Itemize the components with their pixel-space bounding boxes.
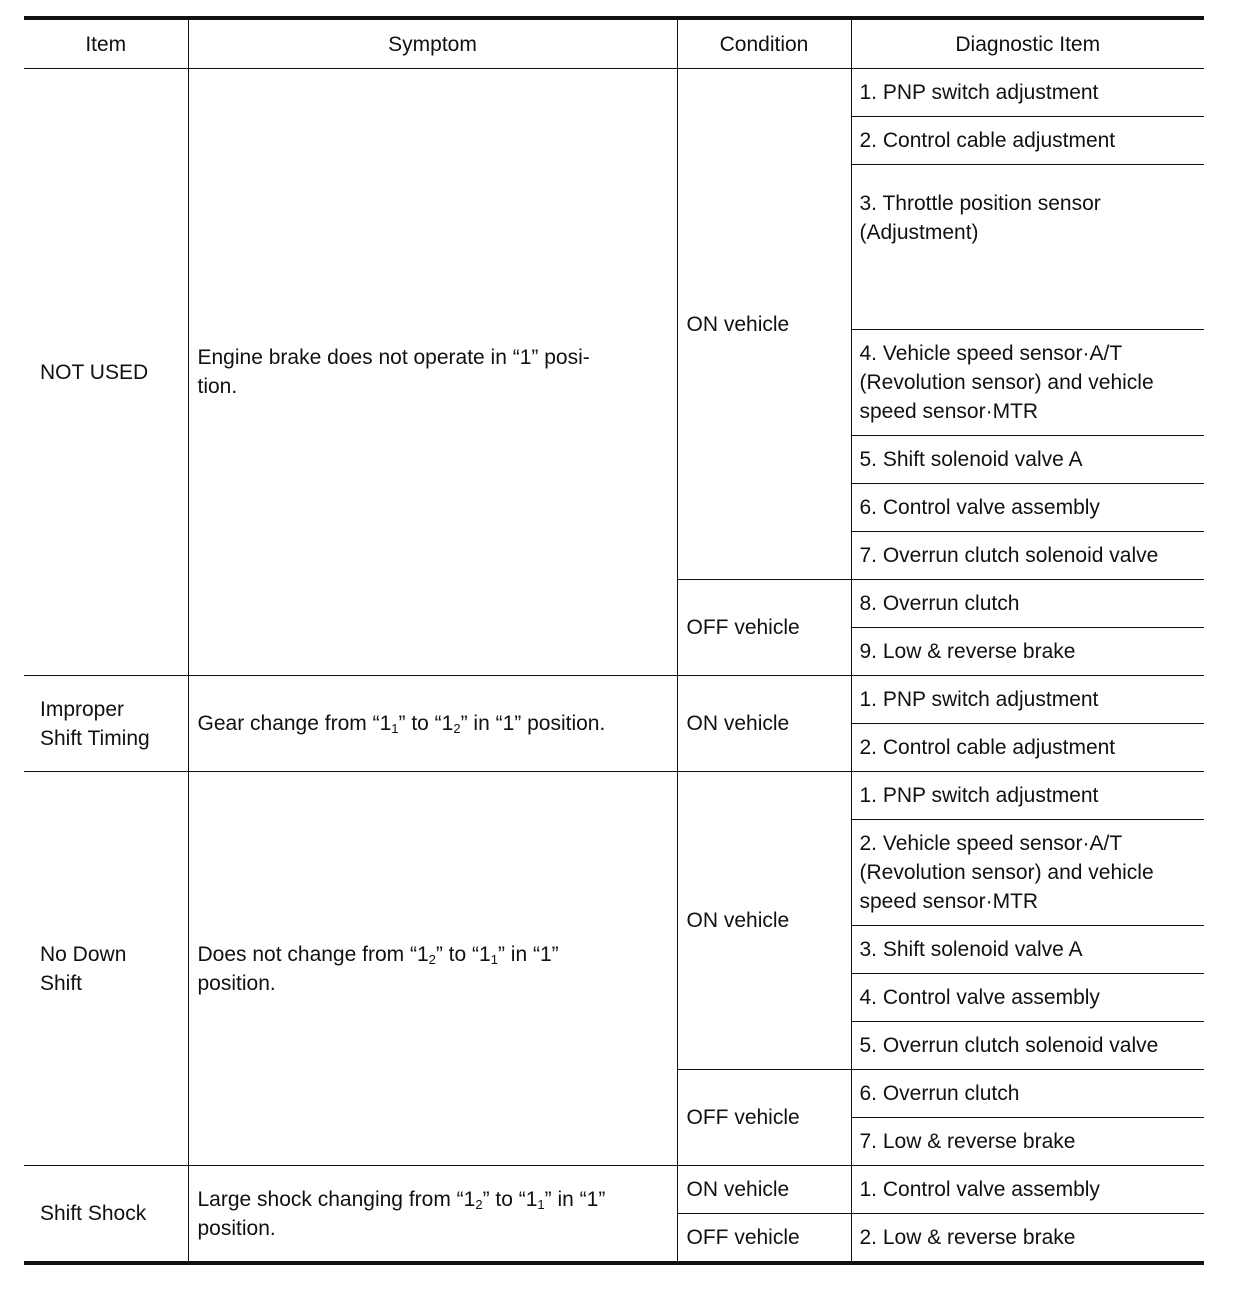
diagnostic-item	[851, 1022, 1204, 1070]
symptom-text: ” to “1	[435, 942, 491, 966]
symptom-line: Engine brake does not operate in “1” posi-	[197, 346, 590, 369]
diagnostic-item	[851, 974, 1204, 1022]
symptom-cell	[188, 69, 677, 676]
item-label: Improper	[40, 697, 125, 721]
condition-label: ON vehicle	[686, 1178, 790, 1201]
condition-label: OFF vehicle	[686, 1226, 800, 1249]
symptom-subscript: 1	[490, 951, 498, 967]
header-symptom: Symptom	[188, 18, 677, 69]
item-label: No Down	[40, 942, 127, 966]
diagnostic-text: 2. Control cable adjustment	[859, 736, 1116, 759]
table-header-row	[24, 18, 1204, 69]
item-label: Shift Timing	[40, 726, 150, 750]
table-row	[24, 676, 1204, 724]
condition-cell	[677, 580, 851, 676]
symptom-text: Does not change from “1	[197, 942, 429, 966]
symptom-text: ” to “1	[398, 712, 454, 735]
diagnostic-item	[851, 926, 1204, 974]
condition-cell	[677, 676, 851, 772]
diagnostic-text: 1. PNP switch adjustment	[859, 81, 1099, 104]
symptom-subscript: 1	[537, 1196, 545, 1212]
diagnostic-text: 8. Overrun clutch	[859, 592, 1020, 615]
symptom-line	[198, 940, 668, 969]
item-label: NOT USED	[40, 360, 149, 384]
condition-label: ON vehicle	[686, 909, 790, 932]
diagnostic-item	[851, 330, 1204, 436]
symptom-line	[198, 1185, 668, 1214]
symptom-cell	[188, 1166, 677, 1264]
symptom-text: ” in “1”	[497, 942, 559, 966]
diagnostic-item	[851, 165, 1204, 330]
diagnostic-item	[851, 772, 1204, 820]
diagnostic-text: 7. Overrun clutch solenoid valve	[859, 544, 1159, 567]
diagnostic-text: speed sensor·MTR	[859, 400, 1039, 423]
diagnostic-text: 4. Vehicle speed sensor·A/T	[859, 342, 1123, 365]
diagnostic-text: 7. Low & reverse brake	[859, 1130, 1076, 1153]
diagnostic-item	[851, 69, 1204, 117]
item-cell	[24, 1166, 188, 1264]
symptom-text: ” in “1”	[544, 1187, 606, 1211]
diagnostic-text: 2. Low & reverse brake	[859, 1226, 1076, 1249]
diagnostic-item	[851, 532, 1204, 580]
diagnostic-text: 6. Overrun clutch	[859, 1082, 1020, 1105]
header-diagnostic-item: Diagnostic Item	[851, 18, 1204, 69]
condition-label: OFF vehicle	[686, 1106, 800, 1129]
diagnostic-text: 5. Shift solenoid valve A	[859, 448, 1083, 471]
table-row	[24, 1166, 1204, 1214]
header-item: Item	[24, 18, 188, 69]
item-label: Shift Shock	[40, 1202, 147, 1225]
condition-label: ON vehicle	[686, 312, 790, 336]
symptom-line: position.	[197, 971, 276, 995]
item-label: Shift	[40, 971, 83, 995]
symptom-text: Large shock changing from “1	[197, 1187, 476, 1211]
diagnostic-text: (Revolution sensor) and vehicle	[859, 371, 1154, 394]
condition-cell	[677, 772, 851, 1070]
diagnostic-item	[851, 484, 1204, 532]
diagnostic-item	[851, 1166, 1204, 1214]
diagnostic-text: 1. PNP switch adjustment	[859, 688, 1099, 711]
diagnostic-text: 2. Control cable adjustment	[859, 129, 1116, 152]
diagnostic-text: 2. Vehicle speed sensor·A/T	[859, 832, 1123, 855]
diagnostic-item	[851, 1214, 1204, 1264]
symptom-text: Gear change from “1	[197, 712, 392, 735]
diagnostic-item	[851, 820, 1204, 926]
symptom-line: position.	[197, 1216, 276, 1240]
symptom-subscript: 2	[428, 951, 436, 967]
symptom-cell	[188, 676, 677, 772]
diagnostic-text: 9. Low & reverse brake	[859, 640, 1076, 663]
diagnostic-item	[851, 1118, 1204, 1166]
symptom-subscript: 2	[453, 721, 461, 736]
item-cell	[24, 676, 188, 772]
condition-cell	[677, 69, 851, 580]
diagnostic-text: speed sensor·MTR	[859, 890, 1039, 913]
diagnostic-item	[851, 436, 1204, 484]
condition-cell	[677, 1070, 851, 1166]
diagnostic-text: 3. Throttle position sensor	[859, 192, 1101, 215]
diagnostic-item	[851, 676, 1204, 724]
diagnostic-item	[851, 1070, 1204, 1118]
diagnostic-text: 6. Control valve assembly	[859, 496, 1100, 519]
diagnostic-text: 1. Control valve assembly	[859, 1178, 1100, 1201]
symptom-text: ” to “1	[482, 1187, 538, 1211]
condition-label: ON vehicle	[686, 712, 790, 735]
condition-cell	[677, 1214, 851, 1264]
item-cell	[24, 772, 188, 1166]
diagnostic-text: 4. Control valve assembly	[859, 986, 1100, 1009]
diagnostic-item	[851, 117, 1204, 165]
diagnostic-text: 3. Shift solenoid valve A	[859, 938, 1083, 961]
diagnostic-item	[851, 628, 1204, 676]
symptom-line: tion.	[197, 375, 238, 398]
diagnostic-item	[851, 580, 1204, 628]
diagnosis-table	[24, 16, 1204, 1265]
diagnostic-item	[851, 724, 1204, 772]
condition-cell	[677, 1166, 851, 1214]
table-row	[24, 69, 1204, 117]
symptom-subscript: 2	[475, 1196, 483, 1212]
header-condition: Condition	[677, 18, 851, 69]
diagnostic-text: (Revolution sensor) and vehicle	[859, 861, 1154, 884]
diagnostic-text: 5. Overrun clutch solenoid valve	[859, 1034, 1159, 1057]
symptom-text: ” in “1” position.	[460, 712, 606, 735]
item-cell	[24, 69, 188, 676]
symptom-cell	[188, 772, 677, 1166]
symptom-subscript: 1	[391, 721, 399, 736]
diagnostic-text: (Adjustment)	[859, 221, 979, 244]
table-row	[24, 772, 1204, 820]
condition-label: OFF vehicle	[686, 616, 800, 639]
diagnostic-text: 1. PNP switch adjustment	[859, 784, 1099, 807]
